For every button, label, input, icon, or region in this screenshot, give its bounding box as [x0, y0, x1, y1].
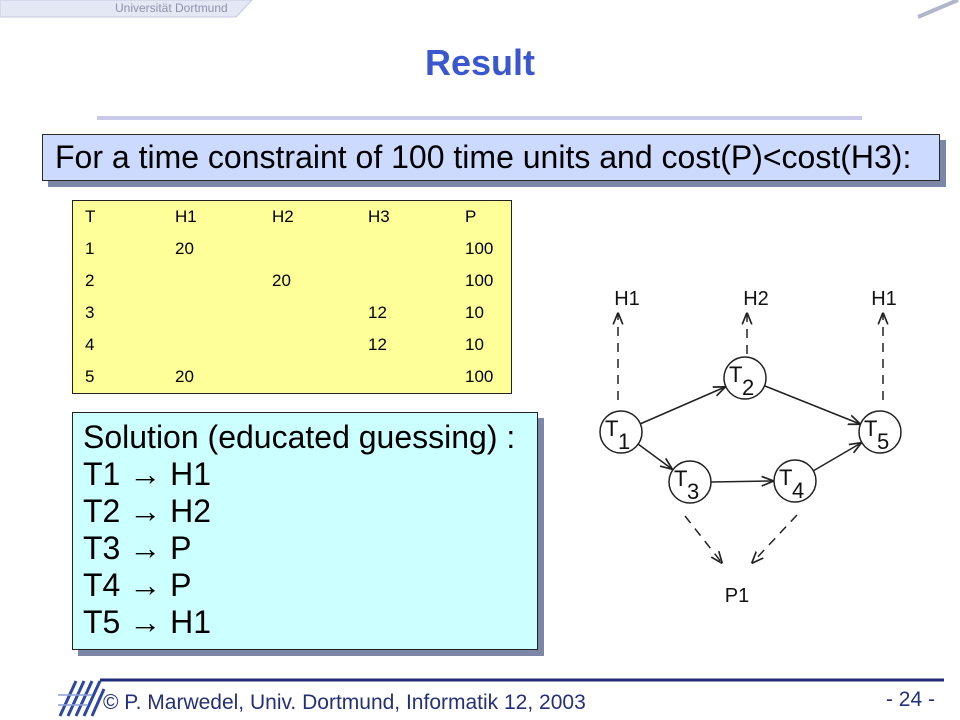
- table-row: [73, 361, 511, 393]
- table-cell: 2: [85, 271, 95, 290]
- table-cell: 1: [85, 239, 95, 258]
- slide-title: Result: [424, 42, 536, 83]
- task-index: 4: [792, 478, 805, 503]
- table-cell: 4: [85, 335, 95, 354]
- table-cell: 20: [175, 239, 194, 258]
- table-row: [73, 265, 511, 297]
- processor-label: P1: [724, 585, 750, 607]
- task-index: 5: [877, 429, 890, 454]
- table-cell: 5: [85, 367, 95, 386]
- edge-t2-t5: [765, 386, 860, 424]
- table-cell: [368, 361, 465, 393]
- task-letter: T: [674, 466, 688, 491]
- table-cell: 10: [465, 335, 484, 354]
- task-node-t1: [600, 411, 642, 454]
- table-cell: [175, 265, 272, 297]
- task-index: 3: [687, 479, 700, 504]
- table-header-cell: H1: [175, 207, 197, 226]
- university-logo: [58, 681, 104, 716]
- constraint-text: For a time constraint of 100 time units and cost(P)<cost(H3):: [55, 139, 912, 175]
- task-index: 2: [742, 375, 755, 400]
- table-cell: [368, 233, 465, 265]
- table-header-row: [73, 201, 511, 233]
- solution-assignment: T3 → P: [83, 530, 192, 566]
- table-cell: 100: [465, 239, 494, 258]
- table-cell: [272, 329, 368, 361]
- table-cell: 100: [465, 367, 494, 386]
- solution-heading: Solution (educated guessing) :: [83, 419, 516, 455]
- solution-box: [72, 412, 538, 650]
- constraint-box: [42, 134, 940, 181]
- table-cell: 12: [368, 335, 387, 354]
- table-row: [73, 233, 511, 265]
- hardware-label: H1: [614, 288, 640, 310]
- footer-copyright: © P. Marwedel, Univ. Dortmund, Informatik 12, 2003: [103, 691, 586, 714]
- solution-assignment: T1 → H1: [83, 456, 212, 492]
- table-cell: [272, 233, 368, 265]
- table-header-cell: T: [85, 207, 96, 226]
- task-letter: T: [605, 416, 619, 441]
- table-cell: 20: [175, 367, 194, 386]
- task-letter: T: [729, 362, 743, 387]
- hardware-label: H2: [743, 288, 769, 310]
- table-header-cell: H2: [272, 207, 294, 226]
- task-node-t2: [724, 357, 766, 400]
- table-header-cell: H3: [368, 207, 390, 226]
- table-header-cell: P: [465, 207, 477, 226]
- logo-stroke: [76, 681, 92, 716]
- edge-t3-t4: [711, 481, 773, 482]
- table-cell: [368, 265, 465, 297]
- table-row: [73, 329, 511, 361]
- task-node-t4: [774, 460, 816, 503]
- table-cell: [272, 361, 368, 393]
- table-cell: [175, 329, 272, 361]
- solution-assignment: T2 → H2: [83, 493, 212, 529]
- solution-assignment: T4 → P: [83, 567, 192, 603]
- edge-t1-t2: [640, 387, 725, 424]
- logo-stroke: [60, 681, 76, 716]
- solution-assignment: T5 → H1: [83, 604, 212, 640]
- task-graph: [600, 288, 901, 607]
- task-letter: T: [779, 465, 793, 490]
- edge-t3-p1: [685, 516, 722, 563]
- edge-t4-t5: [813, 443, 861, 471]
- table-cell: [175, 297, 272, 329]
- university-header: Universität Dortmund: [115, 1, 228, 15]
- table-cell: 3: [85, 303, 95, 322]
- task-node-t5: [859, 411, 901, 454]
- cost-table: [72, 200, 512, 394]
- table-cell: 100: [465, 271, 494, 290]
- table-cell: 12: [368, 303, 387, 322]
- table-cell: [272, 297, 368, 329]
- hardware-label: H1: [871, 288, 897, 310]
- task-index: 1: [618, 429, 631, 454]
- table-cell: 20: [272, 271, 291, 290]
- page-number: - 24 -: [885, 688, 935, 711]
- table-row: [73, 297, 511, 329]
- task-letter: T: [864, 416, 878, 441]
- table-cell: 10: [465, 303, 484, 322]
- edge-t1-t3: [638, 444, 672, 469]
- header-corner-stripe: [918, 0, 958, 17]
- logo-stroke: [84, 681, 100, 716]
- task-node-t3: [669, 461, 711, 504]
- edge-t4-p1: [752, 515, 797, 563]
- logo-stroke: [68, 681, 84, 716]
